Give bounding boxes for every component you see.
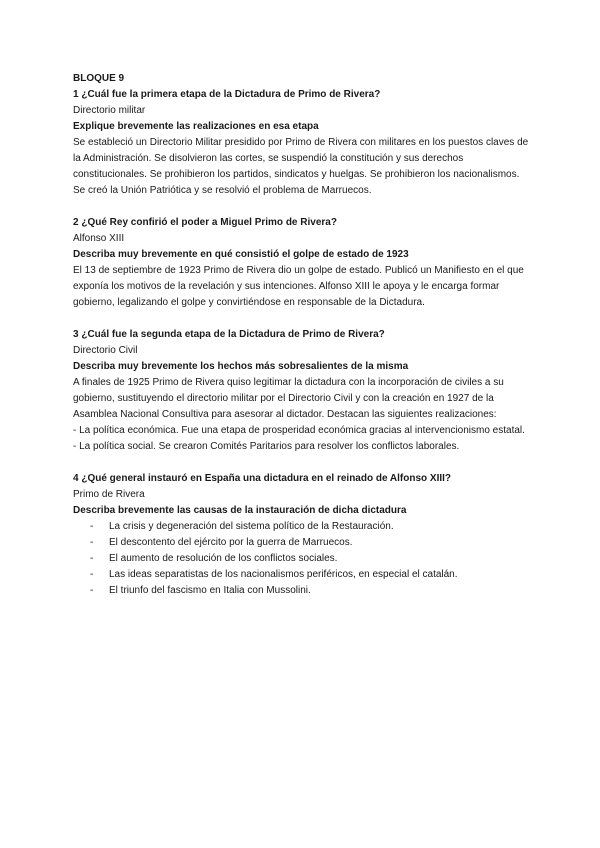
list-item [73, 567, 533, 583]
list-item-text: Las ideas separatistas de los nacionalismos periféricos, en especial el catalán. [109, 569, 458, 580]
answer-4: Primo de Rivera [73, 489, 145, 500]
list-item [73, 519, 533, 535]
list-item [73, 535, 533, 551]
list-item-text: El descontento del ejército por la guerra de Marruecos. [109, 537, 353, 548]
document-page [73, 71, 533, 615]
answer-2: Alfonso XIII [73, 233, 125, 244]
list-item-text: El triunfo del fascismo en Italia con Mussolini. [109, 585, 311, 596]
question-4: 4 ¿Qué general instauró en España una dictadura en el reinado de Alfonso XIII? [73, 473, 452, 484]
question-2: 2 ¿Qué Rey confirió el poder a Miguel Primo de Rivera? [73, 217, 337, 228]
list-line: - La política económica. Fue una etapa de prosperidad económica gracias al intervencionismo estatal. [73, 425, 525, 436]
list-item-text: La crisis y degeneración del sistema político de la Restauración. [109, 521, 394, 532]
subquestion-1: Explique brevemente las realizaciones en esa etapa [73, 121, 319, 132]
question-3: 3 ¿Cuál fue la segunda etapa de la Dictadura de Primo de Rivera? [73, 329, 385, 340]
section-4 [73, 471, 533, 599]
subquestion-3: Describa muy brevemente los hechos más sobresalientes de la misma [73, 361, 409, 372]
subquestion-2: Describa muy brevemente en qué consistió el golpe de estado de 1923 [73, 249, 409, 260]
list-item-text: El aumento de resolución de los conflictos sociales. [109, 553, 338, 564]
list-item [73, 583, 533, 599]
dash-bullet: - [90, 585, 94, 596]
list-item [73, 551, 533, 567]
paragraph-1: Se estableció un Directorio Militar presidido por Primo de Rivera con militares en los puestos claves de la Administración. Se disolvieron las cortes, se suspendió la constitución y sus derechos constitucionales. Se prohibieron los partidos, sindicatos y huelgas. Se prohibieron los nacionalismos. Se creó la Unión Patriótica y se resolvió el problema de Marruecos. [73, 137, 529, 196]
subquestion-4: Describa brevemente las causas de la instauración de dicha dictadura [73, 505, 407, 516]
answer-1: Directorio militar [73, 105, 146, 116]
section-3 [73, 327, 533, 455]
question-1: 1 ¿Cuál fue la primera etapa de la Dictadura de Primo de Rivera? [73, 89, 381, 100]
section-2 [73, 215, 533, 311]
paragraph-2: El 13 de septiembre de 1923 Primo de Rivera dio un golpe de estado. Publicó un Manifiesto en el que exponía los motivos de la revelación y sus intenciones. Alfonso XIII le apoya y le encarga formar gobierno, legalizando el golpe y convirtiéndose en responsable de la Dictadura. [73, 265, 524, 308]
dash-bullet: - [90, 537, 94, 548]
paragraph-3: A finales de 1925 Primo de Rivera quiso legitimar la dictadura con la incorporación de civiles a su gobierno, sustituyendo el directorio militar por el Directorio Civil y con la creación en 1927 de la Asamblea Nacional Consultiva para asesorar al dictador. Destacan las siguientes realizaciones: [73, 377, 504, 420]
dash-bullet: - [90, 569, 94, 580]
dash-bullet: - [90, 553, 94, 564]
answer-3: Directorio Civil [73, 345, 138, 356]
list-line: - La política social. Se crearon Comités Paritarios para resolver los conflictos laborales. [73, 441, 460, 452]
section-1 [73, 87, 533, 199]
causes-list [73, 519, 533, 599]
block-title: BLOQUE 9 [73, 73, 125, 84]
dash-bullet: - [90, 521, 94, 532]
